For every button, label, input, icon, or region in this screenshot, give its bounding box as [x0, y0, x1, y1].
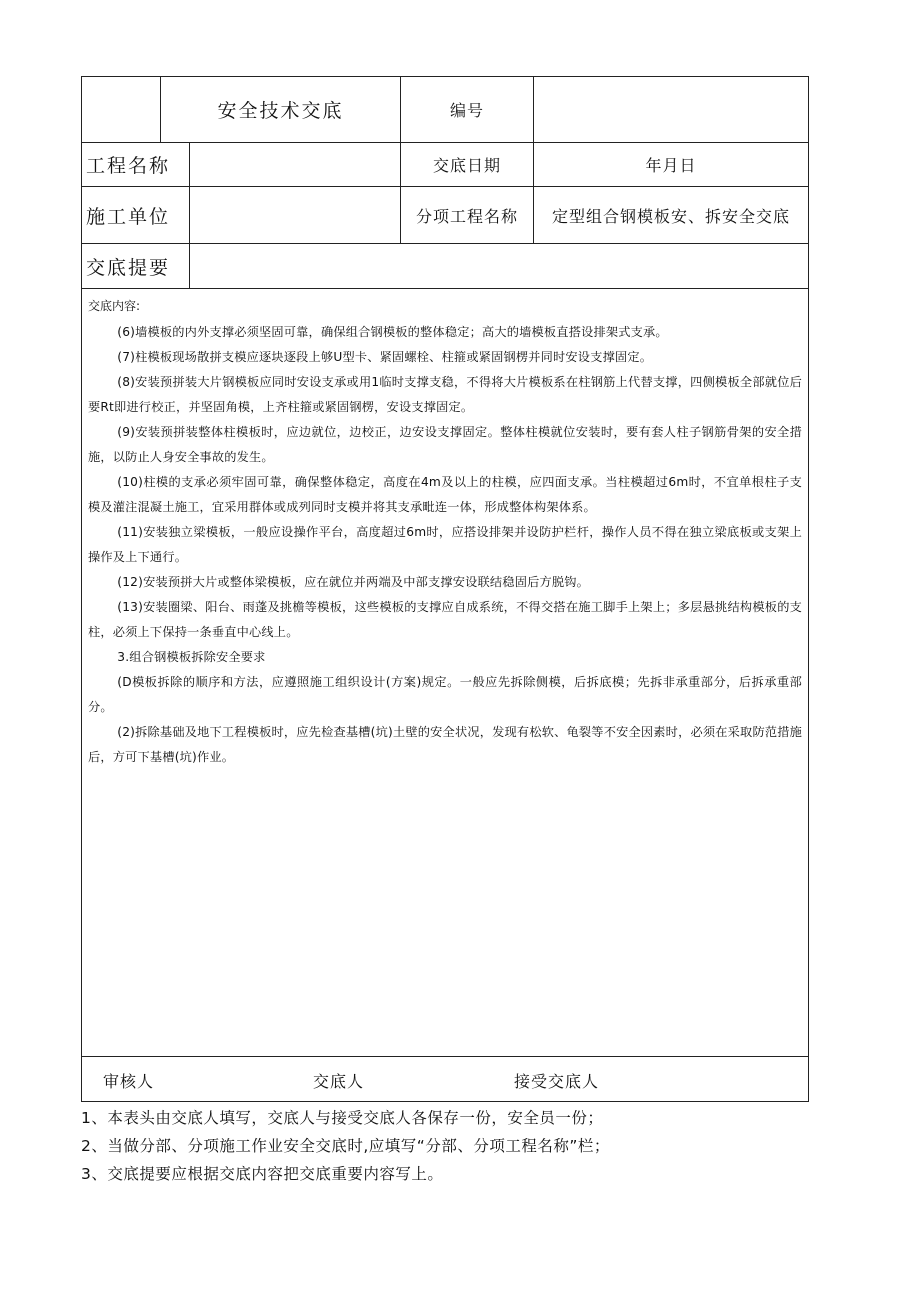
content-paragraph: (11)安装独立梁模板，一般应设操作平台，高度超过6m时，应搭设排架并设防护栏杆，操作人员不得在独立梁底板或支架上操作及上下通行。: [88, 525, 803, 564]
signature-cell: [82, 1057, 809, 1102]
date-label: 交底日期: [401, 143, 534, 187]
content-cell: [82, 289, 809, 1057]
reviewer-label: 审核人: [103, 1072, 155, 1091]
project-row: [82, 143, 809, 187]
signature-row: [82, 1057, 809, 1102]
footnote: 3、交底提要应根据交底内容把交底重要内容写上。: [81, 1165, 444, 1183]
section-heading: 3.组合钢模板拆除安全要求: [117, 650, 266, 664]
summary-row: [82, 244, 809, 289]
subproject-value: 定型组合钢模板安、拆安全交底: [534, 187, 809, 244]
project-name-value: [190, 143, 401, 187]
content-row: [82, 289, 809, 1057]
footnote: 1、本表头由交底人填写，交底人与接受交底人各保存一份，安全员一份；: [81, 1109, 604, 1127]
form-title: 安全技术交底: [161, 77, 401, 143]
content-paragraph: (10)柱模的支承必须牢固可靠，确保整体稳定，高度在4m及以上的柱模，应四面支承。当柱模超过6m时，不宜单根柱子支模及灌注混凝土施工，宜采用群体或成列同时支模并将其支承毗连一体，形成整体构架体系。: [88, 475, 803, 514]
footnotes: [81, 1104, 841, 1188]
project-name-label: 工程名称: [82, 143, 190, 187]
presenter-label: 交底人: [313, 1072, 365, 1091]
content-paragraph: (7)柱模板现场散拼支模应逐块逐段上够U型卡、紧固螺栓、柱箍或紧固钢楞并同时安设支撑固定。: [117, 350, 653, 364]
content-paragraph: (9)安装预拼装整体柱模板时，应边就位，边校正，边安设支撑固定。整体柱模就位安装时，要有套人柱子钢筋骨架的安全措施，以防止人身安全事故的发生。: [88, 425, 803, 464]
header-blank-cell: [82, 77, 161, 143]
number-value: [534, 77, 809, 143]
content-paragraph: (2)拆除基础及地下工程模板时，应先检查基槽(坑)土壁的安全状况，发现有松软、龟裂等不安全因素时，必须在采取防范措施后，方可下基槽(坑)作业。: [88, 725, 803, 764]
content-paragraph: (D模板拆除的顺序和方法，应遵照施工组织设计(方案)规定。一般应先拆除侧模，后拆底模；先拆非承重部分，后拆承重部分。: [88, 675, 803, 714]
footnote: 2、当做分部、分项施工作业安全交底时,应填写“分部、分项工程名称”栏；: [81, 1137, 610, 1155]
receiver-label: 接受交底人: [514, 1072, 600, 1091]
content-paragraph: (6)墙模板的内外支撑必须坚固可靠，确保组合钢模板的整体稳定；高大的墙模板直搭设排架式支承。: [117, 325, 668, 339]
summary-value: [190, 244, 809, 289]
subproject-label: 分项工程名称: [401, 187, 534, 244]
content-paragraph: (12)安装预拼大片或整体梁模板，应在就位并两端及中部支撑安设联结稳固后方脱钩。: [117, 575, 590, 589]
unit-label: 施工单位: [82, 187, 190, 244]
safety-briefing-form: [81, 76, 809, 1102]
number-label: 编号: [401, 77, 534, 143]
header-row: [82, 77, 809, 143]
unit-row: [82, 187, 809, 244]
content-label: 交底内容:: [88, 299, 141, 313]
date-value: 年月日: [534, 143, 809, 187]
summary-label: 交底提要: [82, 244, 190, 289]
content-paragraph: (8)安装预拼装大片钢模板应同时安设支承或用1临时支撑支稳，不得将大片模板系在柱钢筋上代替支撑，四侧模板全部就位后要Rt即进行校正，并坚固角模，上齐柱箍或紧固钢楞，安设支撑固定。: [88, 375, 803, 414]
content-paragraph: (13)安装圈梁、阳台、雨蓬及挑檐等模板，这些模板的支撑应自成系统，不得交搭在施工脚手上架上；多层悬挑结构模板的支柱，必须上下保持一条垂直中心线上。: [88, 600, 803, 639]
unit-value: [190, 187, 401, 244]
